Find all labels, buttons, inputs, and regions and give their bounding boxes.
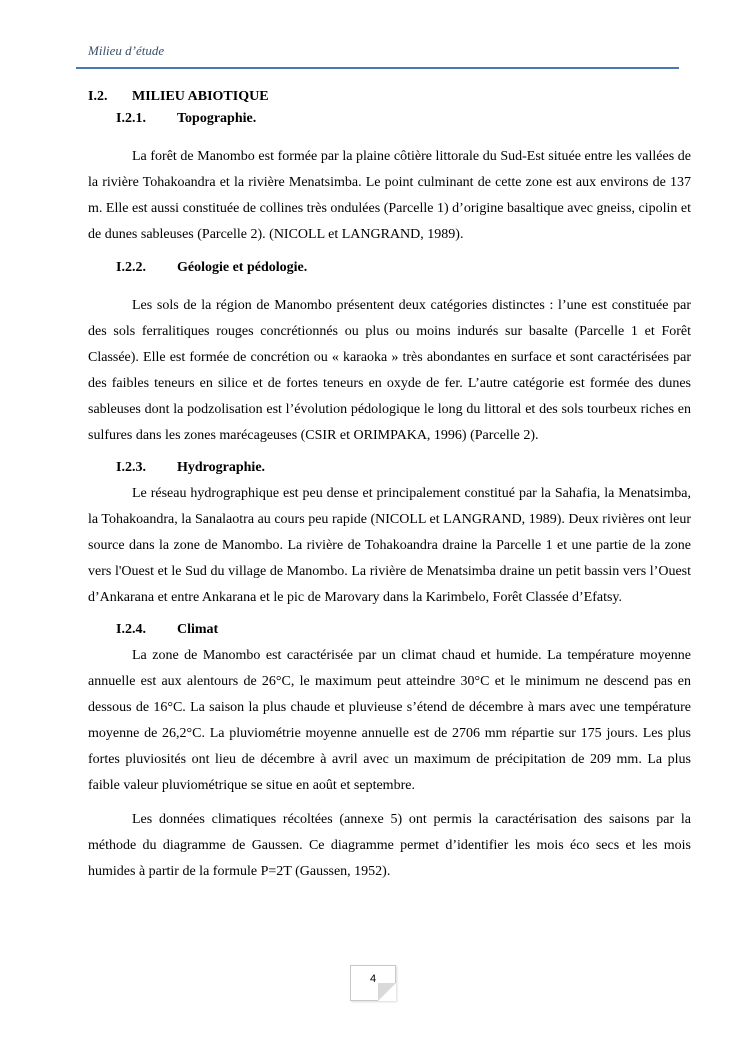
subsection-number: I.2.4. bbox=[116, 622, 146, 637]
subsection-number: I.2.2. bbox=[116, 260, 146, 275]
paragraph-geologie: Les sols de la région de Manombo présentent deux catégories distinctes : l’une est constituée par des sols ferralitiques rouges concrétionnés ou plus ou moins indurés sur basalte (Parcelle 1 et Forêt Classée). Elle est formée de concrétion ou « karaoka » très abondantes en surface et sont caractérisées par des faibles teneurs en silice et de fortes teneurs en oxyde de fer. L’autre catégorie est formée des dunes sableuses dont la podzolisation est l’évolution pédologique le long du littoral et des sols tourbeux riches en sulfures dans les zones marécageuses (CSIR et ORIMPAKA, 1996) (Parcelle 2). bbox=[88, 298, 691, 443]
subsection-heading-climat bbox=[116, 619, 691, 641]
paragraph-climat-2: Les données climatiques récoltées (annexe 5) ont permis la caractérisation des saisons par la méthode du diagramme de Gaussen. Ce diagramme permet d’identifier les mois éco secs et les mois humides à partir de la formule P=2T (Gaussen, 1952). bbox=[88, 812, 691, 879]
page-number: 4 bbox=[369, 973, 377, 985]
paragraph-topographie: La forêt de Manombo est formée par la plaine côtière littorale du Sud-Est située entre les vallées de la rivière Tohakoandra et la rivière Menatsimba. Le point culminant de cette zone est aux environs de 137 m. Elle est aussi constituée de collines très ondulées (Parcelle 1) d’origine basaltique avec gneiss, cipolin et de dunes sableuses (Parcelle 2). (NICOLL et LANGRAND, 1989). bbox=[88, 149, 691, 242]
subsection-number: I.2.1. bbox=[116, 111, 146, 126]
page-curl-icon bbox=[378, 983, 396, 1001]
page-body bbox=[88, 86, 691, 885]
paragraph-hydrographie: Le réseau hydrographique est peu dense et principalement constitué par la Sahafia, la Menatsimba, la Tohakoandra, la Sanalaotra au cours peu rapide (NICOLL et LANGRAND, 1989). Deux rivières ont leur source dans la zone de Manombo. La rivière de Tohakoandra draine la Parcelle 1 et une partie de la zone vers l'Ouest et le Sud du village de Manombo. La rivière de Menatsimba draine un petit bassin vers l’Ouest d’Ankarana et entre Ankarana et le pic de Marovary dans la Karimbelo, Forêt Classée d’Efatsy. bbox=[88, 486, 691, 605]
section-number: I.2. bbox=[88, 89, 108, 104]
section-heading bbox=[88, 86, 691, 108]
subsection-heading-geologie bbox=[116, 257, 691, 279]
subsection-title: Topographie. bbox=[177, 111, 257, 126]
paragraph-climat-1: La zone de Manombo est caractérisée par un climat chaud et humide. La température moyenne annuelle est aux alentours de 26°C, le maximum peut atteindre 30°C et le minimum ne descend pas en dessous de 16°C. La saison la plus chaude et pluvieuse s’étend de décembre à mars avec une température moyenne de 26,2°C. La pluviométrie moyenne annuelle est de 2706 mm répartie sur 175 jours. Les plus fortes pluviosités ont lieu de décembre à avril avec un maximum de précipitation de 209 mm. La plus faible valeur pluviométrique se situe en août et septembre. bbox=[88, 648, 691, 793]
running-header: Milieu d’étude bbox=[88, 43, 165, 58]
subsection-title: Climat bbox=[177, 622, 219, 637]
subsection-heading-topographie bbox=[116, 108, 691, 130]
section-title: MILIEU ABIOTIQUE bbox=[132, 89, 269, 104]
subsection-title: Hydrographie. bbox=[177, 460, 266, 475]
page-number-box bbox=[350, 965, 396, 1001]
subsection-heading-hydrographie bbox=[116, 457, 691, 479]
subsection-number: I.2.3. bbox=[116, 460, 146, 475]
header-rule bbox=[76, 67, 679, 69]
subsection-title: Géologie et pédologie. bbox=[177, 260, 308, 275]
